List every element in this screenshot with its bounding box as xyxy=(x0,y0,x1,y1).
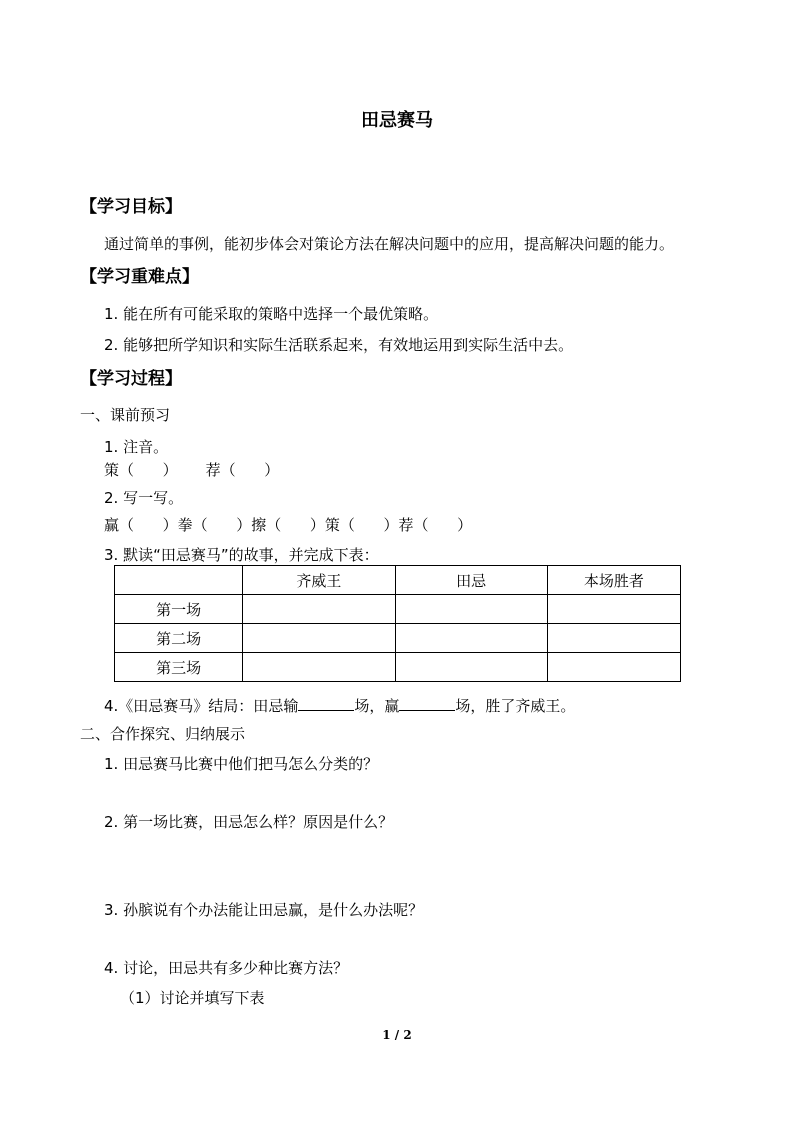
q2-char: 荐 xyxy=(398,516,414,534)
q4-text-a: 4.《田忌赛马》结局：田忌输 xyxy=(104,697,299,715)
part2-q3: 3. 孙膑说有个办法能让田忌赢，是什么办法呢？ xyxy=(104,901,424,919)
match-table xyxy=(114,565,681,682)
table-header-cell: 田忌 xyxy=(395,566,547,595)
table-row-label: 第三场 xyxy=(115,653,243,682)
table-cell[interactable] xyxy=(243,653,395,682)
table-row xyxy=(115,653,681,682)
part2-q4: 4. 讨论，田忌共有多少种比赛方法？ xyxy=(104,959,349,977)
part2-q4-sub: （1）讨论并填写下表 xyxy=(120,989,265,1007)
table-cell[interactable] xyxy=(243,595,395,624)
goal-text: 通过简单的事例，能初步体会对策论方法在解决问题中的应用，提高解决问题的能力。 xyxy=(104,235,675,253)
part1-heading: 一、课前预习 xyxy=(80,406,171,424)
lose-blank[interactable] xyxy=(298,696,354,711)
table-header-cell: 齐威王 xyxy=(243,566,395,595)
table-cell[interactable] xyxy=(243,624,395,653)
key-heading: 【学习重难点】 xyxy=(80,267,199,287)
q2-write-row: 赢（ ）拳（ ）擦（ ）策（ ）荐（ ） xyxy=(104,516,473,534)
table-cell[interactable] xyxy=(395,595,547,624)
page-title: 田忌赛马 xyxy=(361,110,433,131)
table-cell[interactable] xyxy=(547,653,680,682)
q2-char: 赢 xyxy=(104,516,120,534)
q1-pinyin-row: 策（ ） 荐（ ） xyxy=(104,461,280,479)
table-row xyxy=(115,595,681,624)
q4-text-c: 场，胜了齐威王。 xyxy=(455,697,576,715)
key-item-1: 1. 能在所有可能采取的策略中选择一个最优策略。 xyxy=(104,305,439,323)
q1-label: 1. 注音。 xyxy=(104,438,169,456)
table-header-cell: 本场胜者 xyxy=(547,566,680,595)
q2-label: 2. 写一写。 xyxy=(104,489,184,507)
part2-heading: 二、合作探究、归纳展示 xyxy=(80,725,246,743)
process-heading: 【学习过程】 xyxy=(80,369,182,389)
q1-char: 策 xyxy=(104,461,120,479)
table-row xyxy=(115,624,681,653)
table-cell[interactable] xyxy=(547,624,680,653)
q2-char: 擦 xyxy=(251,516,267,534)
table-cell[interactable] xyxy=(395,624,547,653)
part2-q1: 1. 田忌赛马比赛中他们把马怎么分类的？ xyxy=(104,755,379,773)
q3-label: 3. 默读“田忌赛马”的故事，并完成下表： xyxy=(104,546,379,564)
q4-line xyxy=(104,695,575,716)
key-item-2: 2. 能够把所学知识和实际生活联系起来，有效地运用到实际生活中去。 xyxy=(104,336,574,354)
part2-q2: 2. 第一场比赛，田忌怎么样？原因是什么？ xyxy=(104,813,394,831)
table-cell[interactable] xyxy=(547,595,680,624)
table-row-label: 第一场 xyxy=(115,595,243,624)
table-header-cell xyxy=(115,566,243,595)
goal-heading: 【学习目标】 xyxy=(80,197,182,217)
table-header-row xyxy=(115,566,681,595)
table-cell[interactable] xyxy=(395,653,547,682)
page-number: 1 / 2 xyxy=(382,1028,412,1042)
q4-text-b: 场，赢 xyxy=(354,697,400,715)
q2-char: 拳 xyxy=(177,516,193,534)
q1-char: 荐 xyxy=(205,461,221,479)
table-row-label: 第二场 xyxy=(115,624,243,653)
q2-char: 策 xyxy=(324,516,340,534)
win-blank[interactable] xyxy=(399,696,455,711)
